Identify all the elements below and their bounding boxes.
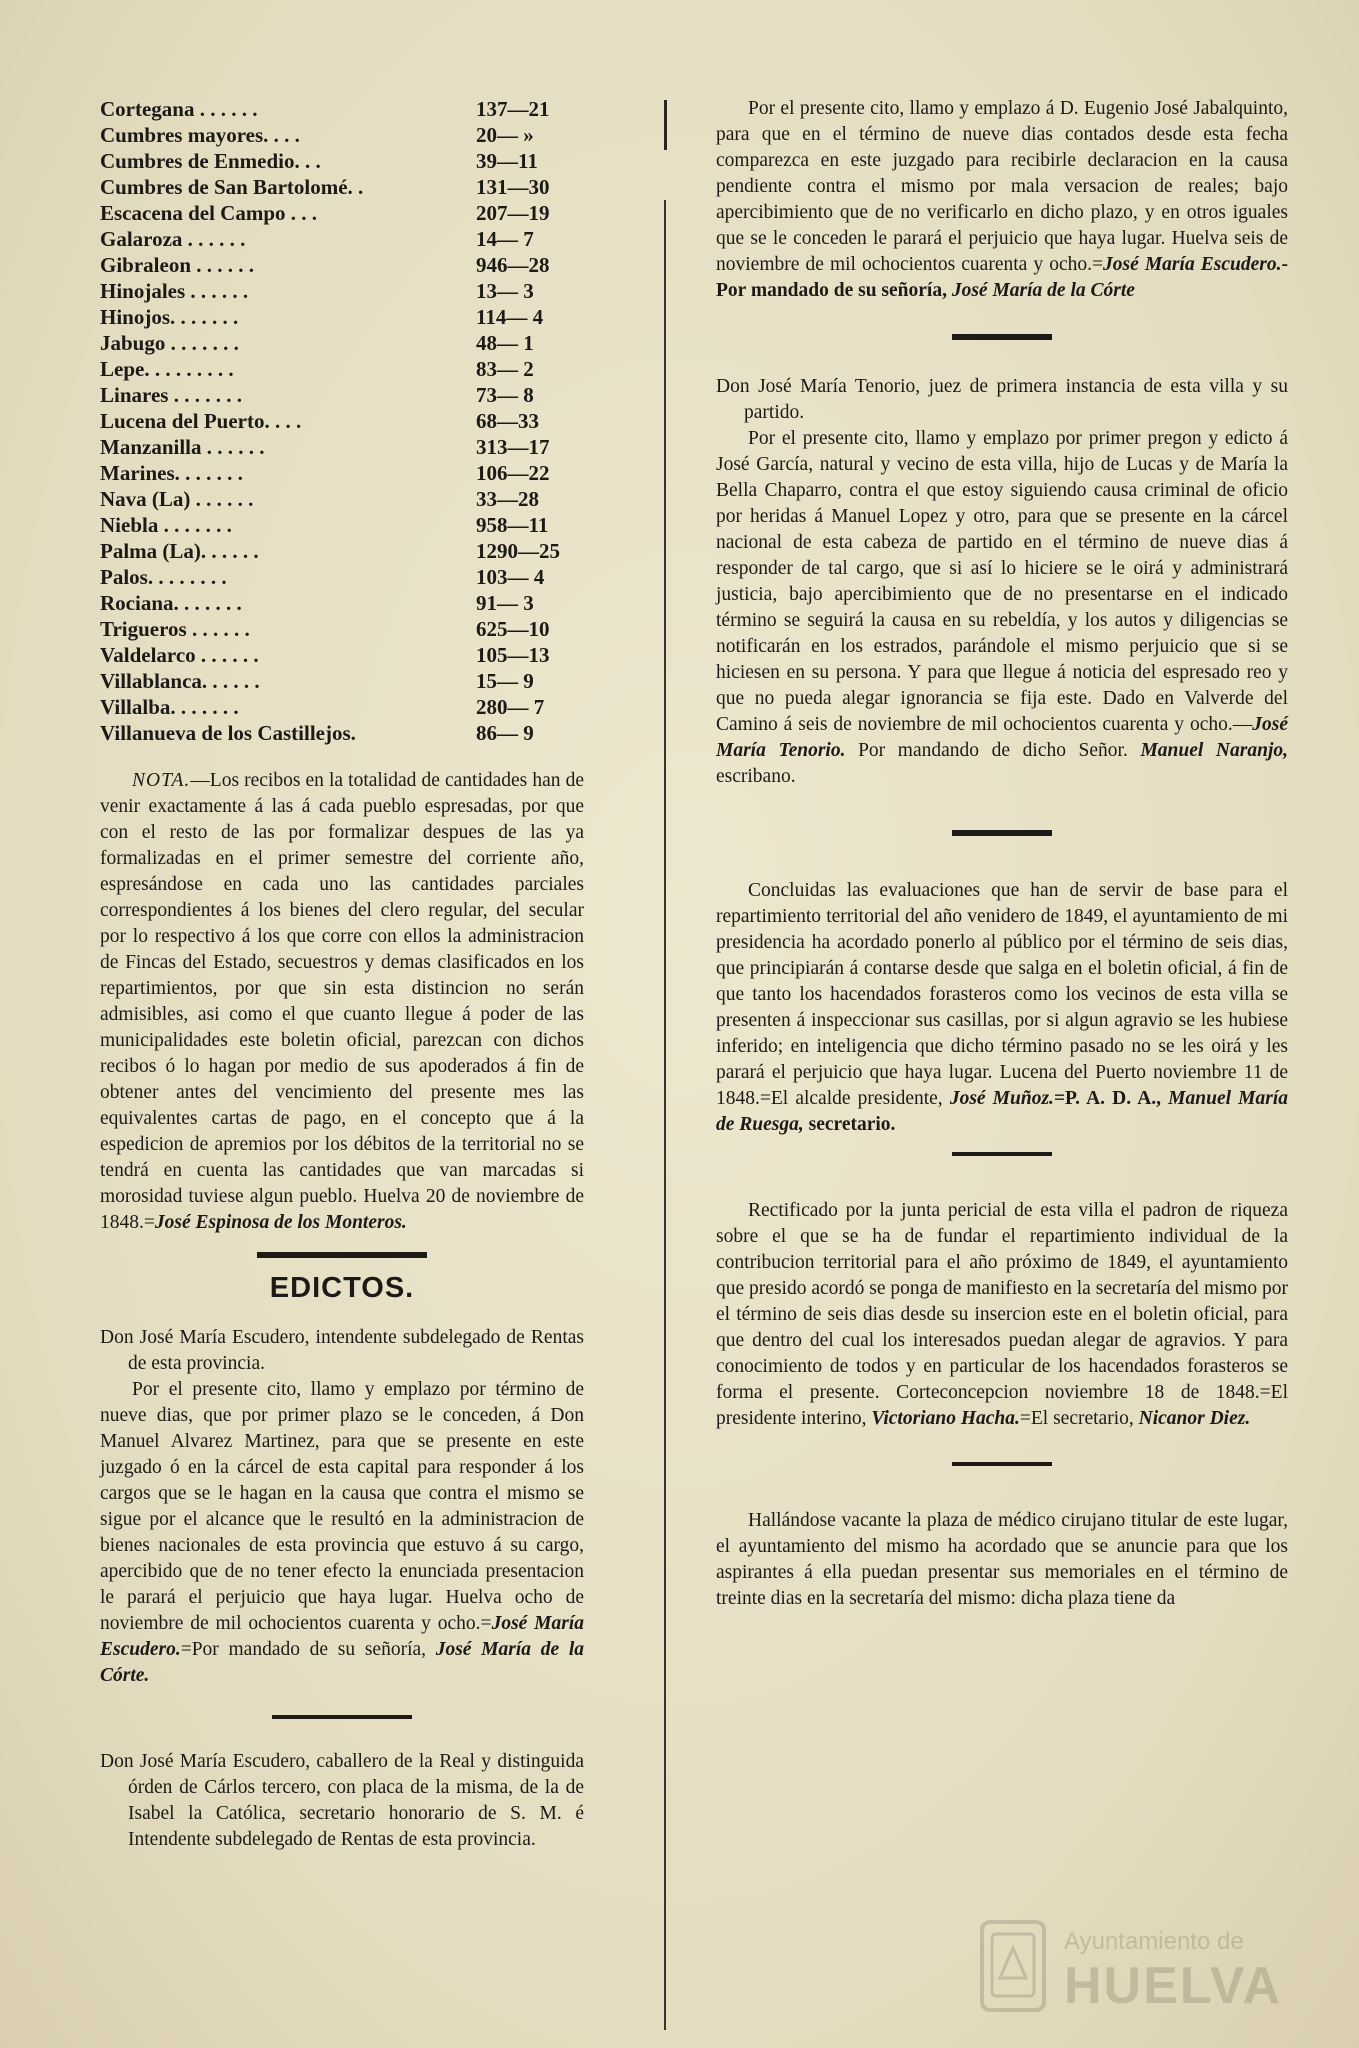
edict4-countersigner: Manuel Naranjo, — [1140, 740, 1288, 761]
edict5-countersigner: Manuel María de Ruesga, — [716, 1088, 1288, 1135]
town-name: Lucena del Puerto. . . . — [100, 409, 302, 433]
table-row — [100, 174, 584, 200]
left-column — [100, 96, 584, 1853]
table-row — [100, 486, 584, 512]
town-amount: 86— 9 — [476, 721, 534, 745]
column-rule — [664, 200, 666, 2030]
town-amount: 1290—25 — [476, 539, 560, 563]
edict4-signer: José María Tenorio. — [716, 714, 1288, 761]
edict5-body — [716, 878, 1288, 1138]
table-row — [100, 148, 584, 174]
nota-body: —Los recibos en la totalidad de cantidades han de venir exactamente á las á cada pueblo espresadas, por que con el resto de las por formalizar despues de las ya formalizadas en el primer semestre del corriente año, espresándose en cada uno las cantidades parciales correspondientes á los bienes del clero regular, del secular por lo respectivo á los que corre con ellos la administracion de Fincas del Estado, secuestros y demas clasificados en los repartimientos, por que sin esta distincion no serán admisibles, asi como el que cuanto llegue á poder de las municipalidades este boletin oficial, parezcan con dichos recibos ó lo hagan por medio de sus apoderados á fin de obtener antes del vencimiento del presente mes las equivalentes cartas de pago, en el concepto que á la espedicion de apremios por los débitos de la territorial no se tendrá en cuenta las cantidades que van marcadas si morosidad tuviese algun pueblo. Huelva 20 de noviembre de 1848.= — [100, 770, 584, 1233]
town-amount: 13— 3 — [476, 279, 534, 303]
edict6-countersigner: Nicanor Diez. — [1138, 1408, 1251, 1429]
town-name: Marines. . . . . . . — [100, 461, 243, 485]
table-row — [100, 408, 584, 434]
table-row — [100, 720, 584, 746]
town-name: Niebla . . . . . . . — [100, 513, 232, 537]
town-name: Cortegana . . . . . . — [100, 97, 258, 121]
edict6-mandate: =El secretario, — [1019, 1408, 1139, 1429]
town-amount: 103— 4 — [476, 565, 545, 589]
towns-table — [100, 96, 584, 746]
edict6-text: Rectificado por la junta pericial de esta villa el padron de riqueza sobre el que se ha de fundar el repartimiento individual de la contribucion territorial para el año próximo de 1849, el ayuntamiento que presido acordó se ponga de manifiesto en la secretaría del mismo por el término de seis dias desde su insercion este en el boletin oficial, para que dentro del cual los interesados puedan alegar de agravios. Y para conocimiento de todos y en particular de los hacendados forasteros se forma el presente. Corteconcepcion noviembre 18 de 1848.=El presidente interino, — [716, 1200, 1288, 1429]
table-row — [100, 460, 584, 486]
table-row — [100, 304, 584, 330]
edict3-signer: José María Escudero. — [1103, 254, 1282, 275]
table-row — [100, 668, 584, 694]
town-name: Hinojales . . . . . . — [100, 279, 249, 303]
table-row — [100, 694, 584, 720]
table-row — [100, 590, 584, 616]
right-column — [716, 96, 1288, 1612]
table-row — [100, 96, 584, 122]
town-amount: 105—13 — [476, 643, 550, 667]
column-rule-top — [664, 100, 667, 150]
table-row — [100, 512, 584, 538]
town-amount: 39—11 — [476, 149, 538, 173]
table-row — [100, 642, 584, 668]
shield-icon — [978, 1918, 1048, 2018]
edict3-mandate: -Por mandado de su señoría, — [716, 254, 1288, 301]
town-amount: 68—33 — [476, 409, 539, 433]
town-amount: 207—19 — [476, 201, 550, 225]
town-name: Valdelarco . . . . . . — [100, 643, 259, 667]
town-name: Villablanca. . . . . . — [100, 669, 260, 693]
town-amount: 313—17 — [476, 435, 550, 459]
town-amount: 114— 4 — [476, 305, 544, 329]
edict1-signer: José María Escudero. — [100, 1613, 584, 1660]
edict5-role: secretario. — [803, 1114, 896, 1135]
town-name: Nava (La) . . . . . . — [100, 487, 254, 511]
town-name: Cumbres mayores. . . . — [100, 123, 300, 147]
separator — [257, 1252, 427, 1258]
town-amount: 83— 2 — [476, 357, 534, 381]
edict4-body — [716, 426, 1288, 790]
separator — [952, 1152, 1052, 1156]
edict4-mandate: Por mandando de dicho Señor. — [845, 740, 1141, 761]
town-amount: 106—22 — [476, 461, 550, 485]
town-amount: 137—21 — [476, 97, 550, 121]
section-heading: EDICTOS. — [269, 1272, 415, 1304]
separator — [272, 1715, 412, 1719]
edict6-signer: Victoriano Hacha. — [871, 1408, 1020, 1429]
nota-signer: José Espinosa de los Monteros. — [154, 1212, 407, 1233]
town-name: Villanueva de los Castillejos. — [100, 721, 356, 745]
town-name: Escacena del Campo . . . — [100, 201, 317, 225]
edict5-text: Concluidas las evaluaciones que han de servir de base para el repartimiento territorial del año venidero de 1849, el ayuntamiento de mi presidencia ha acordado ponerlo al público por el término de seis dias, que principiarán á contarse desde que salga en el boletin oficial, á fin de que tanto los hacendados forasteros como los vecinos de esta villa se presenten á inspeccionar sus casillas, por si algun agravio se les hubiese inferido; en inteligencia que dicho término pasado no se les oirá y les parará el perjuicio que haya lugar. Lucena del Puerto noviembre 11 de 1848.=El alcalde presidente, — [716, 880, 1288, 1109]
nota-lead: NOTA. — [132, 770, 191, 791]
town-name: Villalba. . . . . . . — [100, 695, 239, 719]
town-name: Lepe. . . . . . . . . — [100, 357, 234, 381]
edict2-title: Don José María Escudero, caballero de la Real y distinguida órden de Cárlos tercero, con placa de la misma, de la de Isabel la Católica, secretario honorario de S. M. é Intendente subdelegado de Rentas de esta provincia. — [100, 1751, 584, 1850]
watermark-line2: HUELVA — [1064, 1957, 1283, 2015]
edict1-mandate: =Por mandado de su señoría, — [180, 1639, 436, 1660]
town-name: Linares . . . . . . . — [100, 383, 242, 407]
edict3-countersigner: José María de la Córte — [951, 280, 1135, 301]
town-name: Hinojos. . . . . . . — [100, 305, 239, 329]
table-row — [100, 538, 584, 564]
separator — [952, 830, 1052, 836]
town-name: Trigueros . . . . . . — [100, 617, 250, 641]
town-amount: 14— 7 — [476, 227, 534, 251]
table-row — [100, 434, 584, 460]
edict5-mandate: =P. A. D. A., — [1053, 1088, 1169, 1109]
town-amount: 958—11 — [476, 513, 549, 537]
town-name: Gibraleon . . . . . . — [100, 253, 255, 277]
table-row — [100, 122, 584, 148]
town-amount: 91— 3 — [476, 591, 534, 615]
town-amount: 625—10 — [476, 617, 550, 641]
edict1-title: Don José María Escudero, intendente subdelegado de Rentas de esta provincia. — [100, 1327, 584, 1374]
table-row — [100, 278, 584, 304]
town-amount: 73— 8 — [476, 383, 534, 407]
town-amount: 131—30 — [476, 175, 550, 199]
edict4-role: escribano. — [716, 766, 796, 787]
edict7-body: Hallándose vacante la plaza de médico cirujano titular de este lugar, el ayuntamiento del mismo ha acordado que se anuncie para que los aspirantes á ella puedan presentar sus memoriales en el término de treinte dias en la secretaría del mismo: dicha plaza tiene da — [716, 1510, 1288, 1609]
town-amount: 33—28 — [476, 487, 539, 511]
separator — [952, 1462, 1052, 1466]
table-row — [100, 200, 584, 226]
town-name: Jabugo . . . . . . . — [100, 331, 239, 355]
town-amount: 48— 1 — [476, 331, 534, 355]
town-amount: 20— » — [476, 123, 534, 147]
town-amount: 15— 9 — [476, 669, 534, 693]
town-name: Cumbres de San Bartolomé. . — [100, 175, 364, 199]
edict1-body — [100, 1377, 584, 1689]
town-name: Cumbres de Enmedio. . . — [100, 149, 321, 173]
town-name: Palma (La). . . . . . — [100, 539, 259, 563]
nota-paragraph — [100, 768, 584, 1236]
table-row — [100, 356, 584, 382]
table-row — [100, 564, 584, 590]
town-name: Manzanilla . . . . . . — [100, 435, 265, 459]
edict3-body — [716, 96, 1288, 304]
town-name: Galaroza . . . . . . — [100, 227, 246, 251]
edict4-text: Por el presente cito, llamo y emplazo por primer pregon y edicto á José García, natural y vecino de esta villa, hijo de Lucas y de María la Bella Chaparro, contra el que estoy siguiendo causa criminal de oficio por heridas á Manuel Lopez y otro, para que se presente en la cárcel nacional de esta cabeza de partido en el término de nueve dias á responder de tal cargo, que si así lo hiciere se le oirá y administrará justicia, bajo apercibimiento que de no presentarse en el indicado término se seguirá la causa en su rebeldía, y los autos y diligencias se notificarán en los estrados, parándole el mismo perjuicio que si se hiciesen en su persona. Y para que llegue á noticia del espresado reo y que no pueda alegar ignorancia se fija este. Dado en Valverde del Camino á seis de noviembre de mil ochocientos cuarenta y ocho.— — [716, 428, 1288, 735]
town-amount: 946—28 — [476, 253, 550, 277]
separator — [952, 334, 1052, 340]
edict4-title: Don José María Tenorio, juez de primera instancia de esta villa y su partido. — [716, 376, 1288, 423]
edict6-body — [716, 1198, 1288, 1432]
table-row — [100, 252, 584, 278]
town-name: Palos. . . . . . . . — [100, 565, 227, 589]
edict1-countersigner: José María de la Córte. — [100, 1639, 584, 1686]
town-name: Rociana. . . . . . . — [100, 591, 242, 615]
edict1-text: Por el presente cito, llamo y emplazo por término de nueve dias, que por primer plazo se le conceden, á Don Manuel Alvarez Martinez, para que se presente en este juzgado ó en la cárcel de esta capital para responder á los cargos que se le hagan en la causa que contra el mismo se sigue por el alcance que le resultó en la administracion de bienes nacionales de esta provincia que estuvo á su cargo, apercibido que de no tener efecto la enunciada presentacion le parará el perjuicio que haya lugar. Huelva ocho de noviembre de mil ochocientos cuarenta y ocho.= — [100, 1379, 584, 1634]
table-row — [100, 382, 584, 408]
town-amount: 280— 7 — [476, 695, 545, 719]
watermark-line1: Ayuntamiento de — [1064, 1928, 1244, 1955]
table-row — [100, 616, 584, 642]
table-row — [100, 226, 584, 252]
edict5-signer: José Muñoz. — [949, 1088, 1054, 1109]
ayuntamiento-watermark — [978, 1918, 1298, 2028]
table-row — [100, 330, 584, 356]
edict3-text: Por el presente cito, llamo y emplazo á D. Eugenio José Jabalquinto, para que en el término de nueve dias contados desde esta fecha comparezca en este juzgado para recibirle declaracion en la causa pendiente contra el mismo por mala versacion de reales; bajo apercibimiento que de no verificarlo en dicho plazo, y en otros iguales que se le conceden le parará el perjuicio que haya lugar. Huelva seis de noviembre de mil ochocientos cuarenta y ocho.= — [716, 98, 1288, 275]
